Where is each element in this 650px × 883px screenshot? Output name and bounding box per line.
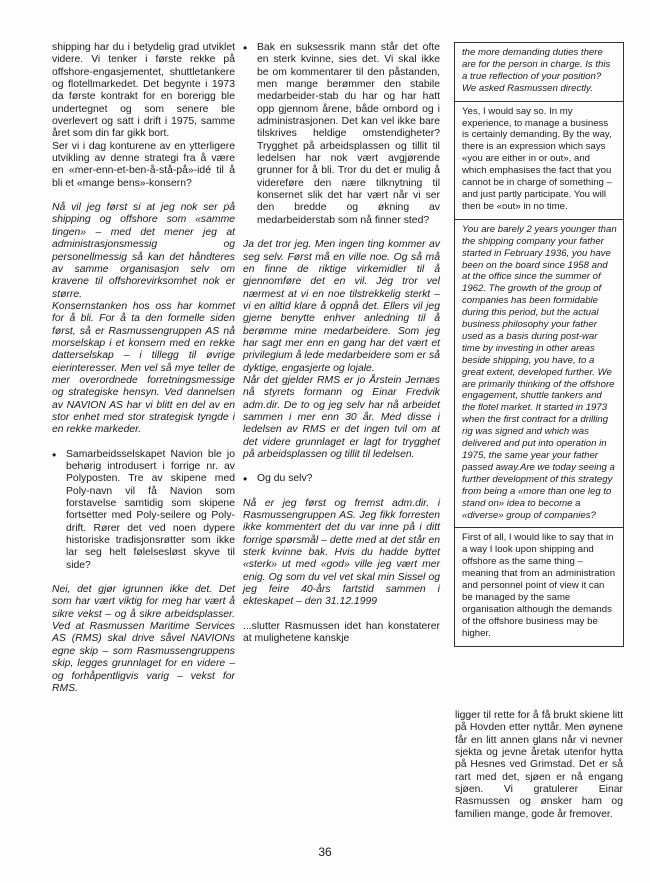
paragraph: shipping har du i betydelig grad utviklet videre. Vi tenker i første rekke på offshore-engasjementet, shuttletankere og flotellmarkedet. Det begynte i 1973 da første kontrakt for en borerigg ble undertegnet og som senere ble overlevert og satt i drift i 1975, samme året som din far gikk bort. [52, 42, 235, 140]
translation-question: You are barely 2 years younger than the shipping company your father started in February 1936, you have been on the board since 1958 and at the office since the summer of 1962. The growth of the group of companies has been formidable during this period, but the actual business philosophy your father used as a basis during post-war time by investing in other areas beside shipping, you have, to a great extent, developed further. We are primarily thinking of the offshore engagement, shuttle tankers and the flotel market. It started in 1973 when the first contract for a drilling rig was signed and which was delivered and put into operation in 1975, the same year your father passed away.Are we today seeing a further development of this strategy from being a «more than one leg to stand on» idea to become a «diverse» group of companies? [455, 220, 623, 529]
paragraph: ligger til rette for å få brukt skiene litt på Hovden etter nyttår. Men øynene får en litt annen glans når vi nevner sjekta og jevne åretak utenfor hytta på Hesnes ved Grimstad. Det er så rart med det, sjøen er nå engang sjøen. Vi gratulerer Einar Rasmussen og ønsker ham og familien mange, gode år fremover. [455, 710, 623, 820]
question-paragraph: • Og du selv? [243, 473, 440, 485]
answer-paragraph: Når det gjelder RMS er jo Årstein Jernæs nå styrets formann og Einar Fredvik adm.dir. De to og jeg selv har nå arbeidet sammen i mer enn 30 år. Med disse i ledelsen av RMS er det ingen tvil om at det videre grunnlaget er lagt for trygghet på arbeidsplassen og tillit til ledelsen. [243, 374, 440, 460]
translation-answer: Yes, I would say so. In my experience, to manage a business is certainly demanding. By the way, there is an expression which says «you are either in or out», and which emphasises the fact that you cannot be in charge of something – and just partly participate. You will then be «out» in no time. [455, 102, 623, 220]
page-number: 36 [318, 845, 332, 859]
column-1 [52, 42, 235, 695]
answer-paragraph: Nei, det gjør igrunnen ikke det. Det som har vært viktig for meg har vært å sikre vekst – og å sikre arbeidsplasser. Ved at Rasmussen Maritime Services AS (RMS) skal drive såvel NAVIONs egne skip – som Rasmussengruppens skip, legges grunnlaget for en videre – og forhåpentligvis varig – vekst for RMS. [52, 584, 235, 694]
paragraph: ...slutter Rasmussen idet han konstaterer at mulighetene kanskje [243, 620, 440, 645]
question-paragraph: • Bak en suksessrik mann står det ofte en sterk kvinne, sies det. Vi skal ikke be om kommentarer til den påstanden, men mange berømmer den stabile medarbeider-stab du har og har hatt opp gjennom årene, både ombord og i administrasjonen. Det kan vel ikke bare tilskrives heldige omstendigheter? Trygghet på arbeidsplassen og tillit til ledelsen har nok vært avgjørende grunner for å bli. Tror du det er mulig å videreføre den nære tilknytning til konsernet slik det har vært når vi ser den bredde og økning av medarbeiderstab som nå finner sted? [243, 42, 440, 227]
column-2 [243, 42, 440, 645]
answer-paragraph: Konsernstanken hos oss har kommet for å bli. For å ta den formelle siden først, så er Rasmussengruppen AS nå morselskap i et konsern med en rekke datterselskap – i tillegg til øvrige eierinteresser. Men vel så mye teller de mer overordnede forretningsmessige og strategiske hensyn. Ved dannelsen av NAVION AS har vi blitt en del av en stor enhet med stor strategisk tyngde i en rekke markeder. [52, 300, 235, 436]
answer-paragraph: Nå er jeg først og fremst adm.dir. i Rasmussengruppen AS. Jeg fikk forresten ikke kommentert det du var inne på i ditt forrige spørsmål – dette med at det står en sterk kvinne bak. Hvis du hadde byttet «sterk» ut med «god» ville jeg vært mer enig. Og som du vel vet skal min Sissel og jeg feire 40-års fartstid sammen i ekteskapet – den 31.12.1999 [243, 497, 440, 608]
paragraph: Ser vi i dag konturene av en ytterligere utvikling av denne strategi fra å være en «mer-enn-et-ben-å-stå-på»-idé til å bli et «mange bens»-konsern? [52, 140, 235, 189]
translation-answer: First of all, I would like to say that in a way I look upon shipping and offshore as the same thing – meaning that from an administration and personnel point of view it can be managed by the same organisation although the demands of the offshore business may be higher. [455, 528, 623, 646]
answer-paragraph: Ja det tror jeg. Men ingen ting kommer av seg selv. Først må en ville noe. Og så må en finne de riktige virkemidler til å gjennomføre det en vil. Jeg tror vel nærmest at vi en noe tilstrekkelig sterkt – vi en alltid klare å oppnå det. Ellers vil jeg gjerne benytte enhver anledning til å berømme mine medarbeidere. Som jeg har sagt mer enn en gang har det vært et privilegium å lede medarbeidere som er så dyktige, engasjerte og lojale. [243, 239, 440, 374]
english-translation-box [454, 42, 624, 647]
column-3-bottom [455, 710, 623, 821]
answer-paragraph: Nå vil jeg først si at jeg nok ser på shipping og offshore som «samme tingen» – med det mener jeg at administrasjonsmessig og personellmessig så kan det håndteres av samme organisasjon selv om kravene til offshorevirksomhet nok er større. [52, 202, 235, 300]
translation-question: the more demanding duties there are for the person in charge. Is this a true reflection of your position? We asked Rasmussen directly. [455, 43, 623, 102]
question-paragraph: • Samarbeidsselskapet Navion ble jo behørig introdusert i forrige nr. av Polyposten. Tre av skipene med Poly-navn vil få Navion som forstavelse samtidig som skipene fortsetter med Poly-seilere og Poly-drift. Rører det ved noen dypere historiske tradisjonsrøtter som ikke lar seg helt følelsesløst skyve til side? [52, 449, 235, 572]
